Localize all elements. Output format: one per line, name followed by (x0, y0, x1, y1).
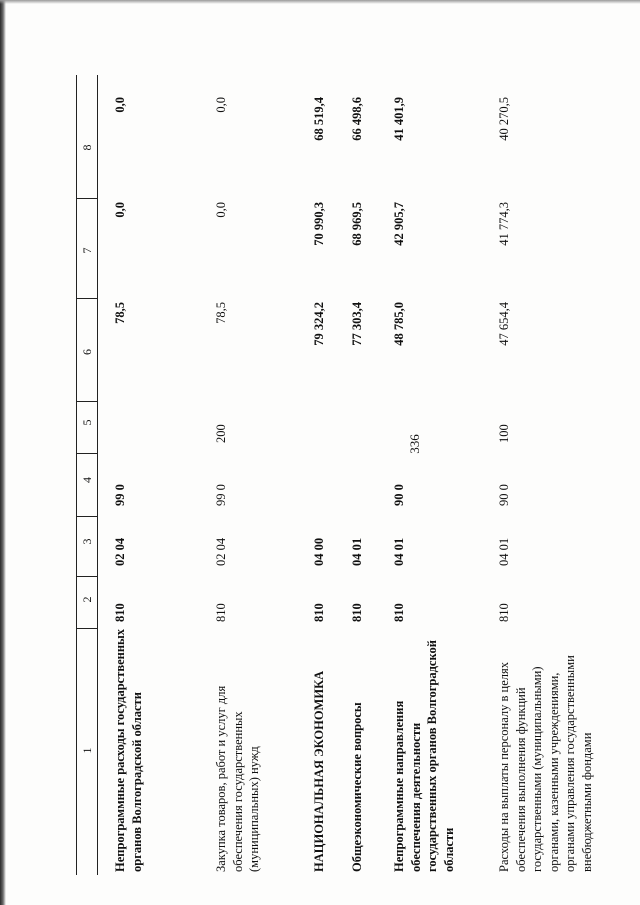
cell-target-article: 90 0 (497, 484, 511, 506)
cell-amount-8: 41 401,9 (392, 97, 406, 141)
cell-expense-type (112, 401, 199, 453)
cell-ministry-code: 810 (312, 603, 326, 622)
cell-amount-7: 41 774,3 (497, 202, 511, 246)
cell-amount-6: 78,5 (113, 302, 127, 324)
column-header: 2 (77, 576, 98, 628)
cell-amount-6: 48 785,0 (392, 302, 406, 346)
cell-amount-8: 0,0 (214, 97, 228, 113)
cell-expense-type (311, 401, 341, 453)
cell-amount-8: 66 498,6 (350, 97, 364, 141)
cell-amount-6: 47 654,4 (497, 302, 511, 346)
table-row (98, 75, 199, 875)
cell-ministry-code: 810 (113, 603, 127, 622)
cell-section-code: 04 01 (497, 537, 511, 566)
table-row (486, 75, 640, 875)
column-header: 7 (77, 198, 98, 298)
cell-amount-7: 0,0 (214, 202, 228, 218)
cell-ministry-code: 810 (497, 603, 511, 622)
cell-expense-type (391, 401, 486, 453)
cell-amount-8: 68 519,4 (312, 97, 326, 141)
cell-target-article (349, 453, 381, 516)
row-name: Непрограммные направления обеспечения деятельности государственных органов Волгоградской области (392, 640, 456, 872)
table-header-row (77, 75, 98, 875)
column-header: 4 (77, 453, 98, 516)
cell-ministry-code: 810 (214, 603, 228, 622)
column-header: 1 (77, 628, 98, 875)
cell-expense-type (349, 401, 381, 453)
scan-shadow-top (0, 0, 640, 4)
table-row (303, 75, 341, 875)
row-name: Расходы на выплаты персоналу в целях обеспечения выполнения функций государственными (муниципальными) органами, казенными учреждениями, органами управления государственными внебюджетными фондами (497, 655, 594, 872)
cell-amount-7: 70 990,3 (312, 202, 326, 246)
page-number: 336 (407, 434, 422, 454)
cell-section-code: 04 00 (312, 537, 326, 566)
row-name: НАЦИОНАЛЬНАЯ ЭКОНОМИКА (312, 670, 326, 872)
cell-expense-type: 200 (214, 424, 228, 443)
cell-amount-6: 79 324,2 (312, 302, 326, 346)
cell-target-article: 99 0 (113, 484, 127, 506)
column-header: 6 (77, 298, 98, 401)
cell-amount-7: 0,0 (113, 202, 127, 218)
cell-target-article (311, 453, 341, 516)
row-name: Закупка товаров, работ и услуг для обеспечения государственных (муниципальных) нужд (214, 685, 261, 872)
cell-target-article: 90 0 (392, 484, 406, 506)
column-header: 8 (77, 75, 98, 198)
column-header: 3 (77, 516, 98, 576)
cell-section-code: 02 04 (113, 537, 127, 566)
scan-shadow-left (0, 0, 6, 905)
cell-amount-6: 78,5 (214, 302, 228, 324)
cell-ministry-code: 810 (350, 603, 364, 622)
cell-ministry-code: 810 (392, 603, 406, 622)
cell-amount-7: 42 905,7 (392, 202, 406, 246)
row-name: Непрограммные расходы государственных органов Волгоградской области (113, 628, 144, 872)
cell-expense-type: 100 (497, 424, 511, 443)
table-row (341, 75, 381, 875)
table-row (199, 75, 303, 875)
cell-amount-8: 40 270,5 (497, 97, 511, 141)
cell-section-code: 04 01 (392, 537, 406, 566)
cell-section-code: 04 01 (350, 537, 364, 566)
row-name: Общеэкономические вопросы (350, 702, 364, 872)
cell-section-code: 02 04 (214, 537, 228, 566)
cell-amount-6: 77 303,4 (350, 302, 364, 346)
column-header: 5 (77, 401, 98, 453)
table-row (381, 75, 486, 875)
cell-target-article: 99 0 (214, 484, 228, 506)
cell-amount-7: 68 969,5 (350, 202, 364, 246)
budget-table (76, 75, 616, 875)
cell-amount-8: 0,0 (113, 97, 127, 113)
